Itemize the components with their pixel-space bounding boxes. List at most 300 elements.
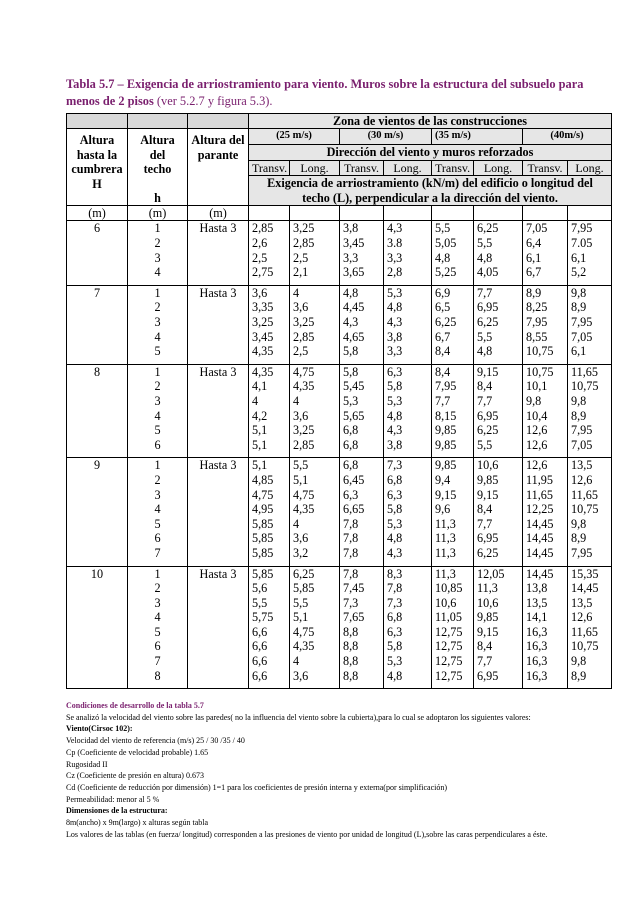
bracing-value: 4,1	[252, 379, 268, 394]
bracing-value: 6,5	[435, 300, 451, 315]
bracing-values-cell	[568, 221, 612, 285]
bracing-value: 4,75	[293, 364, 315, 379]
roof-height-value: 6	[154, 639, 161, 654]
unit-blank-cell	[249, 206, 290, 221]
bracing-values-cell	[432, 566, 474, 689]
bracing-value: 5,3	[343, 393, 359, 408]
bracing-value: 3.8	[387, 236, 403, 251]
bracing-values-cell	[523, 285, 568, 364]
bracing-value: 7,3	[387, 458, 403, 473]
bracing-value: 7,8	[343, 545, 359, 560]
bracing-value: 4,35	[252, 364, 274, 379]
roof-height-value: 1	[154, 566, 161, 581]
bracing-value: 6,45	[343, 472, 365, 487]
bracing-value: 7,3	[343, 595, 359, 610]
bracing-value: 14,45	[526, 531, 554, 546]
roof-height-value: 1	[154, 285, 161, 300]
bracing-value: 9,85	[435, 437, 457, 452]
bracing-value: 4,75	[252, 487, 274, 502]
bracing-value: 12,75	[435, 668, 463, 683]
bracing-value: 4,35	[293, 502, 315, 517]
bracing-value: 4,05	[477, 265, 499, 280]
bracing-value: 12,6	[571, 472, 593, 487]
bracing-value: 4,8	[435, 250, 451, 265]
roof-height-value: 8	[154, 668, 161, 683]
roof-height-value: 4	[154, 502, 161, 517]
direction-header-cell: Transv.	[340, 160, 384, 175]
direction-header-cell: Long.	[384, 160, 432, 175]
bracing-value: 8,9	[571, 300, 587, 315]
row-height-H: 9	[67, 458, 128, 566]
bracing-values-cell	[290, 285, 340, 364]
bracing-values-cell	[340, 285, 384, 364]
roof-height-value: 4	[154, 265, 161, 280]
bracing-value: 11,95	[526, 472, 553, 487]
bracing-value: 10,6	[477, 458, 499, 473]
bracing-value: 12,6	[526, 437, 548, 452]
bracing-value: 5,5	[252, 595, 268, 610]
bracing-value: 4,8	[387, 531, 403, 546]
bracing-value: 5,5	[477, 437, 493, 452]
roof-height-value: 4	[154, 610, 161, 625]
table-row	[67, 285, 612, 364]
bracing-value: 4,3	[387, 423, 403, 438]
roof-height-value: 3	[154, 595, 161, 610]
bracing-value: 10,75	[571, 502, 599, 517]
bracing-value: 4,8	[387, 408, 403, 423]
bracing-value: 6,3	[387, 364, 403, 379]
unit-blank-cell	[523, 206, 568, 221]
bracing-value: 5,3	[387, 393, 403, 408]
table-row	[67, 221, 612, 285]
roof-height-value: 7	[154, 654, 161, 669]
bracing-value: 2,85	[293, 329, 315, 344]
notes-line: Cd (Coeficiente de reducción por dimensión) 1=1 para los coeficientes de presión interna y externa(por simplificación)	[66, 782, 448, 792]
bracing-value: 3,6	[293, 531, 309, 546]
bracing-value: 16,3	[526, 624, 548, 639]
bracing-values-cell	[249, 221, 290, 285]
bracing-value: 3,25	[252, 315, 274, 329]
table-title-main: Tabla 5.7 – Exigencia de arriostramiento para viento. Muros sobre la estructura del subsuelo para menos de 2 pisos	[66, 77, 584, 108]
bracing-value: 2,5	[252, 250, 268, 265]
bracing-value: 3,8	[387, 437, 403, 452]
bracing-value: 3,8	[343, 221, 359, 236]
bracing-value: 6,6	[252, 639, 268, 654]
notes-line: Viento(Cirsoc 102):	[66, 724, 133, 734]
header-direction: Dirección del viento y muros reforzados	[249, 144, 612, 160]
bracing-value: 4,3	[387, 545, 403, 560]
bracing-value: 2,5	[293, 250, 309, 265]
bracing-value: 4,8	[477, 344, 493, 359]
bracing-value: 8,8	[343, 624, 359, 639]
roof-height-value: 5	[154, 624, 161, 639]
table-row	[67, 364, 612, 458]
unit-blank-cell	[340, 206, 384, 221]
bracing-values-cell	[340, 566, 384, 689]
bracing-value: 11,65	[571, 487, 598, 502]
bracing-values-cell	[290, 364, 340, 458]
bracing-value: 5,1	[252, 423, 268, 438]
speed-25: (25 m/s)	[249, 129, 340, 144]
speed-30: (30 m/s)	[340, 129, 432, 144]
bracing-value: 7,95	[571, 545, 593, 560]
roof-height-value: 5	[154, 344, 161, 359]
roof-height-value: 4	[154, 408, 161, 423]
bracing-value: 5,1	[252, 437, 268, 452]
table-title	[66, 76, 586, 110]
bracing-value: 7,65	[343, 610, 365, 625]
bracing-value: 5,85	[252, 545, 274, 560]
bracing-values-cell	[384, 364, 432, 458]
bracing-values-cell	[290, 458, 340, 566]
bracing-value: 4	[252, 393, 259, 408]
notes-line: Se analizó la velocidad del viento sobre las paredes( no la influencia del viento sobre la cubierta),para lo cual se adoptaron los siguientes valores:	[66, 712, 531, 722]
notes-line: 8m(ancho) x 9m(largo) x alturas según tabla	[66, 818, 209, 828]
bracing-values-cell	[384, 458, 432, 566]
bracing-value: 10,75	[571, 639, 599, 654]
bracing-value: 5,6	[252, 581, 268, 596]
bracing-value: 10,75	[571, 379, 599, 394]
bracing-value: 9,8	[571, 285, 587, 300]
bracing-value: 13,5	[571, 595, 593, 610]
bracing-value: 10,6	[477, 595, 499, 610]
bracing-value: 5,5	[477, 236, 493, 251]
bracing-values-cell	[384, 221, 432, 285]
bracing-value: 7,95	[435, 379, 457, 394]
bracing-value: 5,5	[293, 458, 309, 473]
unit-blank-cell	[432, 206, 474, 221]
bracing-values-cell	[249, 566, 290, 689]
bracing-value: 12,6	[526, 458, 548, 473]
bracing-value: 5,85	[252, 566, 274, 581]
bracing-value: 5,05	[435, 236, 457, 251]
header-blank-cell	[188, 114, 249, 129]
notes-title: Condiciones de desarrollo de la tabla 5.7	[66, 701, 204, 710]
roof-height-value: 3	[154, 315, 161, 329]
bracing-value: 7,8	[343, 531, 359, 546]
table-title-ref: (ver 5.2.7 y figura 5.3).	[156, 94, 273, 108]
header-altura-techo: Altura del techo h	[128, 129, 188, 206]
bracing-value: 6,95	[477, 408, 499, 423]
bracing-value: 3,65	[343, 265, 365, 280]
bracing-values-cell	[474, 221, 523, 285]
bracing-values-cell	[523, 566, 568, 689]
row-height-H: 7	[67, 285, 128, 364]
bracing-value: 7,3	[387, 595, 403, 610]
roof-height-value: 7	[154, 545, 161, 560]
bracing-value: 5,2	[571, 265, 587, 280]
row-parante: Hasta 3	[188, 221, 249, 285]
bracing-value: 9,8	[571, 654, 587, 669]
bracing-value: 5,5	[477, 329, 493, 344]
bracing-value: 2,85	[252, 221, 274, 236]
bracing-value: 6,4	[526, 236, 542, 251]
bracing-value: 11,05	[435, 610, 462, 625]
unit-cell: (m)	[188, 206, 249, 221]
bracing-value: 2,5	[293, 344, 309, 359]
bracing-value: 2,6	[252, 236, 268, 251]
speed-40: (40m/s)	[523, 129, 612, 144]
notes-line: Cz (Coeficiente de presión en altura) 0.673	[66, 771, 204, 781]
unit-blank-cell	[474, 206, 523, 221]
bracing-values-cell	[474, 458, 523, 566]
bracing-value: 14,45	[526, 516, 554, 531]
bracing-value: 11,3	[435, 545, 456, 560]
bracing-value: 5,3	[387, 516, 403, 531]
roof-height-value: 3	[154, 250, 161, 265]
bracing-value: 6,3	[387, 487, 403, 502]
header-blank-cell	[67, 114, 128, 129]
row-parante: Hasta 3	[188, 566, 249, 689]
bracing-value: 6,65	[343, 502, 365, 517]
bracing-value: 4,8	[387, 300, 403, 315]
bracing-value: 6,7	[526, 265, 542, 280]
roof-height-value: 5	[154, 516, 161, 531]
bracing-value: 8,9	[526, 285, 542, 300]
bracing-value: 4,35	[293, 379, 315, 394]
bracing-value: 7,8	[343, 566, 359, 581]
bracing-value: 12,25	[526, 502, 554, 517]
bracing-value: 16,3	[526, 668, 548, 683]
roof-height-value: 1	[154, 364, 161, 379]
bracing-value: 12,75	[435, 639, 463, 654]
bracing-value: 5,1	[252, 458, 268, 473]
bracing-value: 9,15	[477, 487, 499, 502]
bracing-value: 3,6	[293, 668, 309, 683]
bracing-value: 4	[293, 516, 300, 531]
unit-cell: (m)	[67, 206, 128, 221]
bracing-value: 14,1	[526, 610, 548, 625]
bracing-values-cell	[340, 458, 384, 566]
bracing-value: 5,5	[293, 595, 309, 610]
bracing-value: 5,85	[252, 516, 274, 531]
bracing-value: 6,8	[387, 610, 403, 625]
bracing-value: 6,8	[343, 437, 359, 452]
bracing-values-cell	[474, 566, 523, 689]
bracing-value: 4,45	[343, 300, 365, 315]
row-parante: Hasta 3	[188, 364, 249, 458]
bracing-value: 4,85	[252, 472, 274, 487]
bracing-value: 9,85	[435, 423, 457, 438]
bracing-value: 16,3	[526, 639, 548, 654]
bracing-value: 10,4	[526, 408, 548, 423]
bracing-value: 5,85	[252, 531, 274, 546]
bracing-value: 6,25	[477, 315, 499, 329]
bracing-values-cell	[340, 221, 384, 285]
bracing-value: 6,1	[571, 344, 587, 359]
bracing-value: 3,25	[293, 221, 315, 236]
notes-line: Rugosidad II	[66, 759, 108, 769]
bracing-value: 10,6	[435, 595, 457, 610]
bracing-value: 12,75	[435, 654, 463, 669]
roof-height-value: 4	[154, 329, 161, 344]
direction-header-cell: Long.	[290, 160, 340, 175]
bracing-value: 6,6	[252, 668, 268, 683]
bracing-value: 8,4	[477, 502, 493, 517]
bracing-value: 6,3	[387, 624, 403, 639]
bracing-value: 8,4	[477, 639, 493, 654]
bracing-value: 3,6	[252, 285, 268, 300]
bracing-value: 14,45	[526, 545, 554, 560]
header-altura-cumbrera: Altura hasta la cumbrera H	[67, 129, 128, 206]
bracing-value: 6,8	[343, 423, 359, 438]
bracing-value: 7,95	[526, 315, 548, 329]
bracing-value: 8,25	[526, 300, 548, 315]
bracing-value: 8,8	[343, 668, 359, 683]
roof-height-value: 6	[154, 531, 161, 546]
bracing-value: 7.05	[571, 236, 593, 251]
bracing-value: 3,2	[293, 545, 309, 560]
direction-header-cell: Transv.	[432, 160, 474, 175]
bracing-value: 9,8	[571, 516, 587, 531]
unit-blank-cell	[568, 206, 612, 221]
bracing-value: 5,8	[387, 639, 403, 654]
unit-blank-cell	[384, 206, 432, 221]
bracing-value: 4,75	[293, 624, 315, 639]
bracing-value: 15,35	[571, 566, 599, 581]
bracing-value: 5,65	[343, 408, 365, 423]
bracing-value: 8,8	[343, 654, 359, 669]
bracing-value: 6,8	[387, 472, 403, 487]
row-height-H: 10	[67, 566, 128, 689]
bracing-value: 6,1	[571, 250, 587, 265]
bracing-value: 11,3	[435, 566, 456, 581]
notes-line: Dimensiones de la estructura:	[66, 806, 168, 816]
bracing-value: 5,25	[435, 265, 457, 280]
bracing-value: 4,8	[343, 285, 359, 300]
bracing-values-cell	[474, 285, 523, 364]
bracing-value: 13,5	[571, 458, 593, 473]
bracing-value: 9,15	[477, 364, 499, 379]
bracing-value: 12,6	[571, 610, 593, 625]
bracing-value: 5,8	[387, 379, 403, 394]
bracing-value: 13,8	[526, 581, 548, 596]
bracing-value: 16,3	[526, 654, 548, 669]
table-row	[67, 458, 612, 566]
bracing-value: 11,3	[477, 581, 498, 596]
bracing-value: 6,7	[435, 329, 451, 344]
bracing-values-cell	[290, 566, 340, 689]
speed-35: (35 m/s)	[432, 129, 523, 144]
bracing-value: 8,15	[435, 408, 457, 423]
bracing-value: 3,25	[293, 423, 315, 438]
notes-line: Los valores de las tablas (en fuerza/ longitud) corresponden a las presiones de viento por unidad de longitud (L),sobre las caras perpendiculares a éste.	[66, 829, 548, 839]
roof-height-value: 2	[154, 472, 161, 487]
direction-header-cell: Transv.	[523, 160, 568, 175]
bracing-value: 6,8	[343, 458, 359, 473]
table-row	[67, 566, 612, 689]
bracing-value: 8,55	[526, 329, 548, 344]
bracing-values-cell	[249, 285, 290, 364]
bracing-value: 7,95	[571, 423, 593, 438]
bracing-value: 10,75	[526, 364, 554, 379]
bracing-value: 5,8	[387, 502, 403, 517]
bracing-value: 5,1	[293, 472, 309, 487]
bracing-value: 10,1	[526, 379, 548, 394]
bracing-value: 9,8	[571, 393, 587, 408]
bracing-value: 5,3	[387, 285, 403, 300]
row-roof-heights	[128, 285, 188, 364]
bracing-value: 4,8	[387, 668, 403, 683]
bracing-value: 6,6	[252, 654, 268, 669]
notes-line: Permeabilidad: menor al 5 %	[66, 794, 160, 804]
bracing-value: 7,95	[571, 315, 593, 329]
bracing-value: 9,15	[477, 624, 499, 639]
wind-bracing-table	[66, 113, 612, 689]
header-altura-parante: Altura del parante	[188, 129, 249, 206]
unit-blank-cell	[290, 206, 340, 221]
row-height-H: 6	[67, 221, 128, 285]
bracing-value: 12,05	[477, 566, 505, 581]
bracing-value: 9,6	[435, 502, 451, 517]
bracing-value: 3,6	[293, 408, 309, 423]
bracing-values-cell	[474, 364, 523, 458]
bracing-value: 8,9	[571, 668, 587, 683]
bracing-value: 7,7	[435, 393, 451, 408]
bracing-value: 3,3	[387, 344, 403, 359]
bracing-value: 4	[293, 285, 300, 300]
bracing-value: 3,8	[387, 329, 403, 344]
bracing-values-cell	[249, 458, 290, 566]
bracing-value: 3,3	[387, 250, 403, 265]
bracing-value: 3,3	[343, 250, 359, 265]
bracing-value: 10,75	[526, 344, 554, 359]
bracing-value: 11,3	[435, 516, 456, 531]
row-height-H: 8	[67, 364, 128, 458]
bracing-value: 7,7	[477, 393, 493, 408]
unit-cell: (m)	[128, 206, 188, 221]
bracing-value: 13,5	[526, 595, 548, 610]
bracing-values-cell	[568, 364, 612, 458]
roof-height-value: 5	[154, 423, 161, 438]
bracing-values-cell	[432, 458, 474, 566]
bracing-value: 6,95	[477, 531, 499, 546]
row-parante: Hasta 3	[188, 458, 249, 566]
bracing-value: 9,85	[477, 472, 499, 487]
bracing-value: 6,25	[435, 315, 457, 329]
bracing-value: 4,35	[252, 344, 274, 359]
bracing-value: 4,35	[293, 639, 315, 654]
bracing-value: 2,1	[293, 265, 309, 280]
bracing-value: 3,6	[293, 300, 309, 315]
bracing-values-cell	[384, 566, 432, 689]
direction-header-cell: Transv.	[249, 160, 290, 175]
header-blank-cell	[128, 114, 188, 129]
row-parante: Hasta 3	[188, 285, 249, 364]
bracing-value: 14,45	[571, 581, 599, 596]
bracing-values-cell	[523, 458, 568, 566]
bracing-value: 4	[293, 393, 300, 408]
bracing-value: 4,3	[343, 315, 359, 329]
bracing-value: 8,4	[435, 364, 451, 379]
bracing-value: 7,8	[387, 581, 403, 596]
bracing-value: 2,85	[293, 437, 315, 452]
direction-header-cell: Long.	[474, 160, 523, 175]
bracing-value: 5,1	[293, 610, 309, 625]
bracing-value: 7,95	[571, 221, 593, 236]
bracing-value: 5,3	[387, 654, 403, 669]
bracing-values-cell	[384, 285, 432, 364]
bracing-values-cell	[523, 221, 568, 285]
bracing-value: 8,9	[571, 531, 587, 546]
bracing-value: 7,45	[343, 581, 365, 596]
bracing-values-cell	[523, 364, 568, 458]
bracing-value: 6,6	[252, 624, 268, 639]
row-roof-heights	[128, 364, 188, 458]
bracing-value: 7,7	[477, 516, 493, 531]
bracing-value: 4,65	[343, 329, 365, 344]
bracing-value: 7,7	[477, 285, 493, 300]
